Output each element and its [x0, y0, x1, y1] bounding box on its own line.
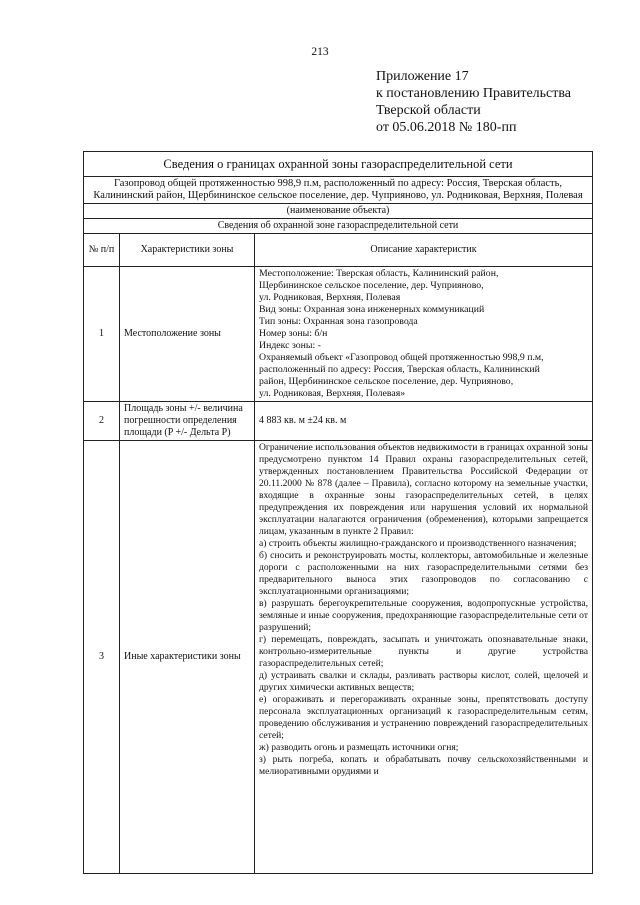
appendix-header — [376, 68, 571, 136]
row-description: 4 883 кв. м ±24 кв. м — [255, 402, 593, 441]
restriction-item: з) рыть погреба, копать и обрабатывать почву сельскохозяйственными и мелиоративными орудиями и — [259, 754, 588, 777]
row-description — [255, 267, 593, 402]
description-line: Щербининское сельское поселение, дер. Чуприяново, — [259, 280, 484, 291]
description-line: Номер зоны: б/н — [259, 328, 328, 339]
row-characteristic: Площадь зоны +/- величина погрешности определения площади (P +/- Дельта P) — [120, 402, 255, 441]
table-row — [84, 267, 593, 402]
column-header-row — [84, 234, 593, 267]
table-row — [84, 441, 593, 874]
restriction-paragraph: Ограничение использования объектов недвижимости в границах охранной зоны предусмотрено пунктом 14 Правил охраны газораспределительных сетей, утвержденных постановлением Правительства Российской Федерации от 20.11.2000 № 878 (далее – Правила), согласно которому на земельные участки, входящие в охранные зоны газораспределительных сетей, в целях предупреждения их повреждения или нарушения условий их нормальной эксплуатации налагаются ограничения (обременения), которыми запрещается лицам, указанным в пункте 2 Правил: — [259, 442, 588, 537]
restriction-item: г) перемещать, повреждать, засыпать и уничтожать опознавательные знаки, контрольно-измерительные пункты и другие устройства газораспределительных сетей; — [259, 634, 588, 669]
appendix-line-1: Приложение 17 — [376, 69, 469, 84]
description-line: Местоположение: Тверская область, Калининский район, — [259, 268, 499, 279]
restriction-item: б) сносить и реконструировать мосты, коллекторы, автомобильные и железные дороги с расположенными на них газораспределительными сетями без предварительного выноса этих газопроводов по согласованию с эксплуатационными организациями; — [259, 550, 588, 597]
restriction-item: в) разрушать берегоукрепительные сооружения, водопропускные устройства, земляные и иные сооружения, предохраняющие газораспределительные сети от разрушений; — [259, 598, 588, 633]
table-row — [84, 402, 593, 441]
restriction-item: д) устраивать свалки и склады, разливать растворы кислот, солей, щелочей и других химически активных веществ; — [259, 670, 588, 693]
description-line: Вид зоны: Охранная зона инженерных коммуникаций — [259, 304, 485, 315]
restriction-item: ж) разводить огонь и размещать источники огня; — [259, 742, 459, 753]
object-description: Газопровод общей протяженностью 998,9 п.м, расположенный по адресу: Россия, Тверская область, Калининский район, Щербининское сельское поселение, дер. Чуприяново, ул. Родниковая, Верхняя, Полевая — [84, 177, 593, 204]
table-title: Сведения о границах охранной зоны газораспределительной сети — [84, 152, 593, 177]
object-caption: (наименование объекта) — [84, 204, 593, 219]
page-number: 213 — [311, 46, 329, 58]
zone-section-title: Сведения об охранной зоне газораспределительной сети — [84, 219, 593, 234]
row-characteristic: Местоположение зоны — [120, 267, 255, 402]
restriction-item: а) строить объекты жилищно-гражданского и производственного назначения; — [259, 538, 577, 549]
column-header-description: Описание характеристик — [255, 234, 593, 267]
description-line: Индекс зоны: - — [259, 340, 321, 351]
row-number: 3 — [84, 441, 120, 874]
zone-info-table — [83, 151, 593, 874]
description-line: Охраняемый объект «Газопровод общей протяженностью 998,9 п.м, — [259, 352, 544, 363]
row-characteristic: Иные характеристики зоны — [120, 441, 255, 874]
appendix-line-4: от 05.06.2018 № 180-пп — [376, 120, 517, 135]
appendix-line-3: Тверской области — [376, 103, 481, 118]
description-line: ул. Родниковая, Верхняя, Полевая» — [259, 388, 406, 399]
restriction-item: е) огораживать и перегораживать охранные зоны, препятствовать доступу персонала эксплуатационных организаций к газораспределительным сетям, проведению обслуживания и устранению повреждений газораспределительных сетей; — [259, 694, 588, 741]
description-line: ул. Родниковая, Верхняя, Полевая — [259, 292, 401, 303]
row-number: 1 — [84, 267, 120, 402]
appendix-line-2: к постановлению Правительства — [376, 86, 572, 101]
description-line: Тип зоны: Охранная зона газопровода — [259, 316, 418, 327]
row-description — [255, 441, 593, 874]
description-line: расположенный по адресу: Россия, Тверская область, Калининский — [259, 364, 540, 375]
row-number: 2 — [84, 402, 120, 441]
description-line: район, Щербининское сельское поселение, дер. Чуприяново, — [259, 376, 514, 387]
column-header-characteristic: Характеристики зоны — [120, 234, 255, 267]
column-header-number: № п/п — [84, 234, 120, 267]
